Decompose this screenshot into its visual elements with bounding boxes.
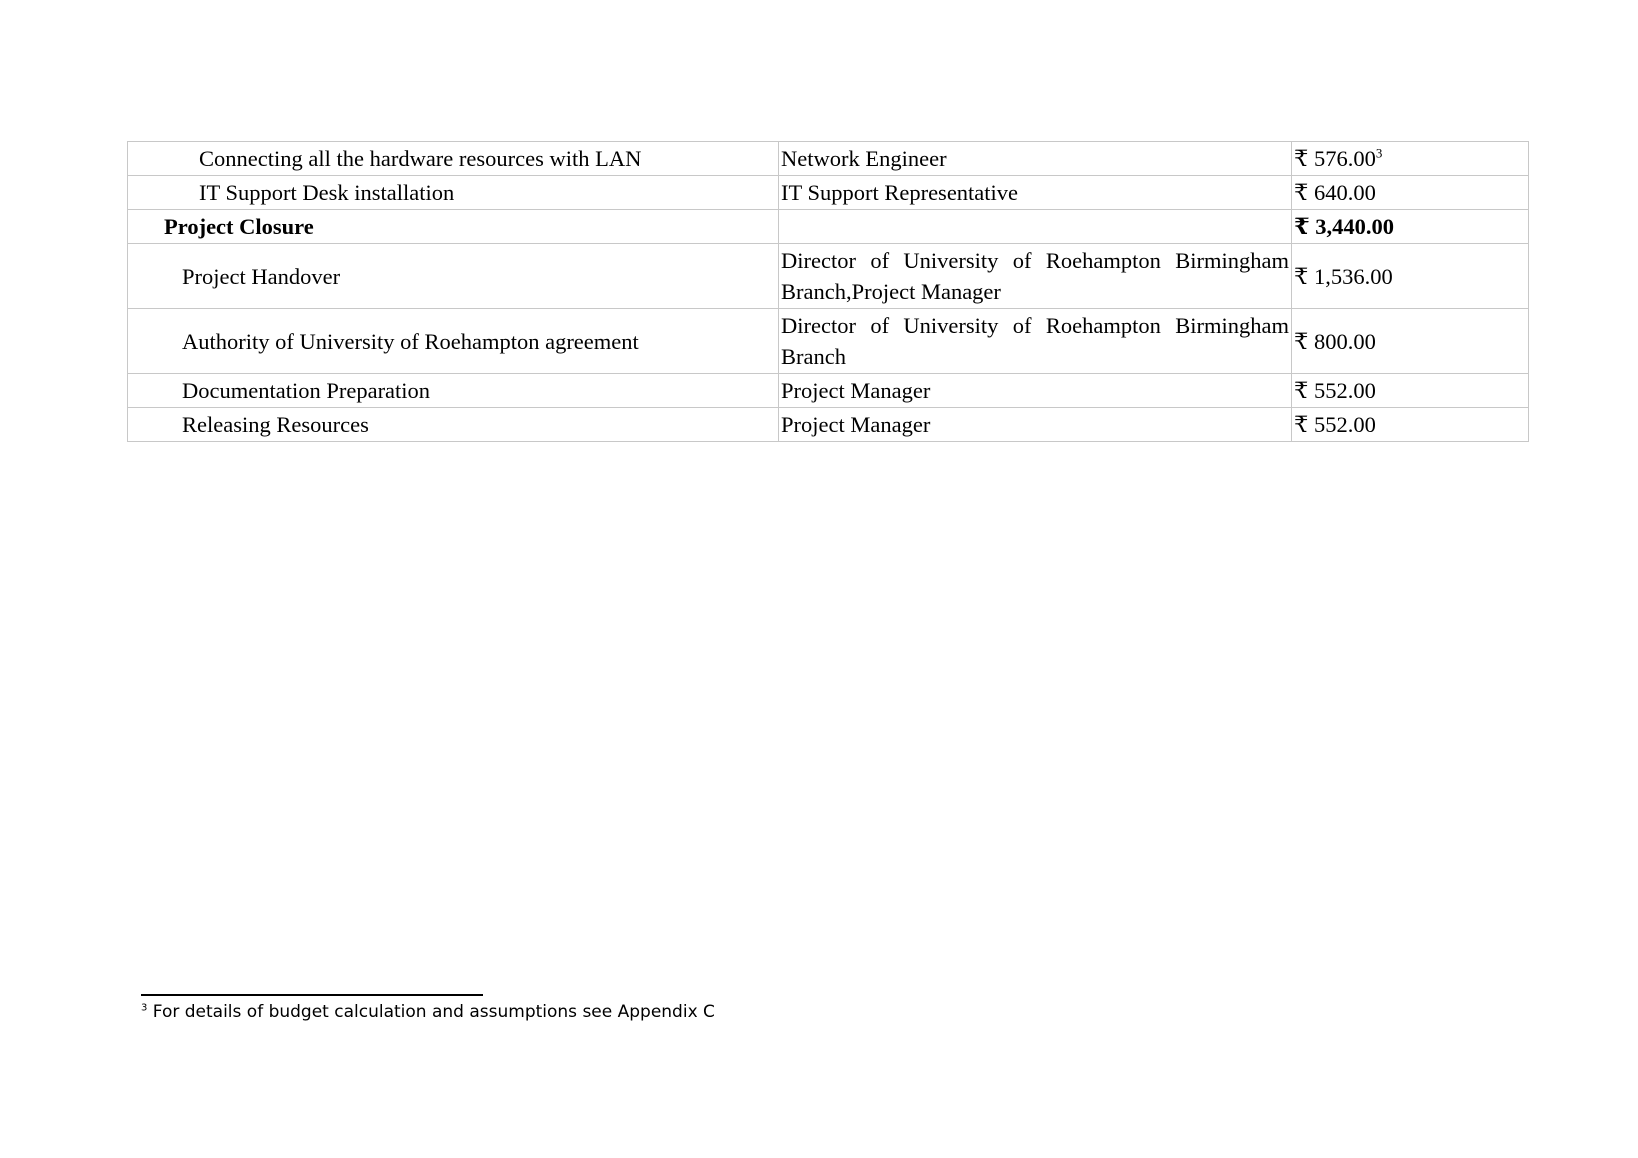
table-row [128, 176, 1529, 210]
section-total-cell: ₹ 3,440.00 [1292, 210, 1529, 244]
footnote-reference[interactable]: 3 [1375, 145, 1383, 161]
role-cell: Project Manager [779, 408, 1292, 442]
role-cell: Network Engineer [779, 142, 1292, 176]
task-cell: Project Handover [128, 244, 779, 309]
role-line: Director of University of Roehampton Birmingham [781, 313, 1289, 338]
footnote-text: For details of budget calculation and assumptions see Appendix C [152, 1002, 715, 1022]
cost-cell: ₹ 576.00$^3$ [1292, 142, 1529, 176]
footnote [141, 1000, 715, 1024]
role-line: Branch,Project Manager [781, 279, 1001, 304]
task-cell: Documentation Preparation [128, 374, 779, 408]
footnote-separator [141, 994, 483, 996]
cost-cell: ₹ 640.00 [1292, 176, 1529, 210]
role-line: Branch [781, 344, 846, 369]
task-cell: IT Support Desk installation [128, 176, 779, 210]
role-cell [779, 309, 1292, 374]
section-title-cell: Project Closure [128, 210, 779, 244]
role-line: Director of University of Roehampton Birmingham [781, 248, 1289, 273]
table-row [128, 408, 1529, 442]
budget-table [127, 141, 1529, 442]
cost-cell: ₹ 1,536.00 [1292, 244, 1529, 309]
table-row [128, 309, 1529, 374]
task-cell: Authority of University of Roehampton agreement [128, 309, 779, 374]
cost-cell: ₹ 552.00 [1292, 374, 1529, 408]
cost-cell: ₹ 552.00 [1292, 408, 1529, 442]
role-cell [779, 210, 1292, 244]
task-cell: Releasing Resources [128, 408, 779, 442]
task-cell: Connecting all the hardware resources with LAN [128, 142, 779, 176]
role-cell [779, 244, 1292, 309]
role-cell: Project Manager [779, 374, 1292, 408]
role-cell: IT Support Representative [779, 176, 1292, 210]
cost-cell: ₹ 800.00 [1292, 309, 1529, 374]
table-row [128, 142, 1529, 176]
footnote-number: 3 [141, 1002, 148, 1014]
section-row [128, 210, 1529, 244]
table-row [128, 374, 1529, 408]
table-row [128, 244, 1529, 309]
